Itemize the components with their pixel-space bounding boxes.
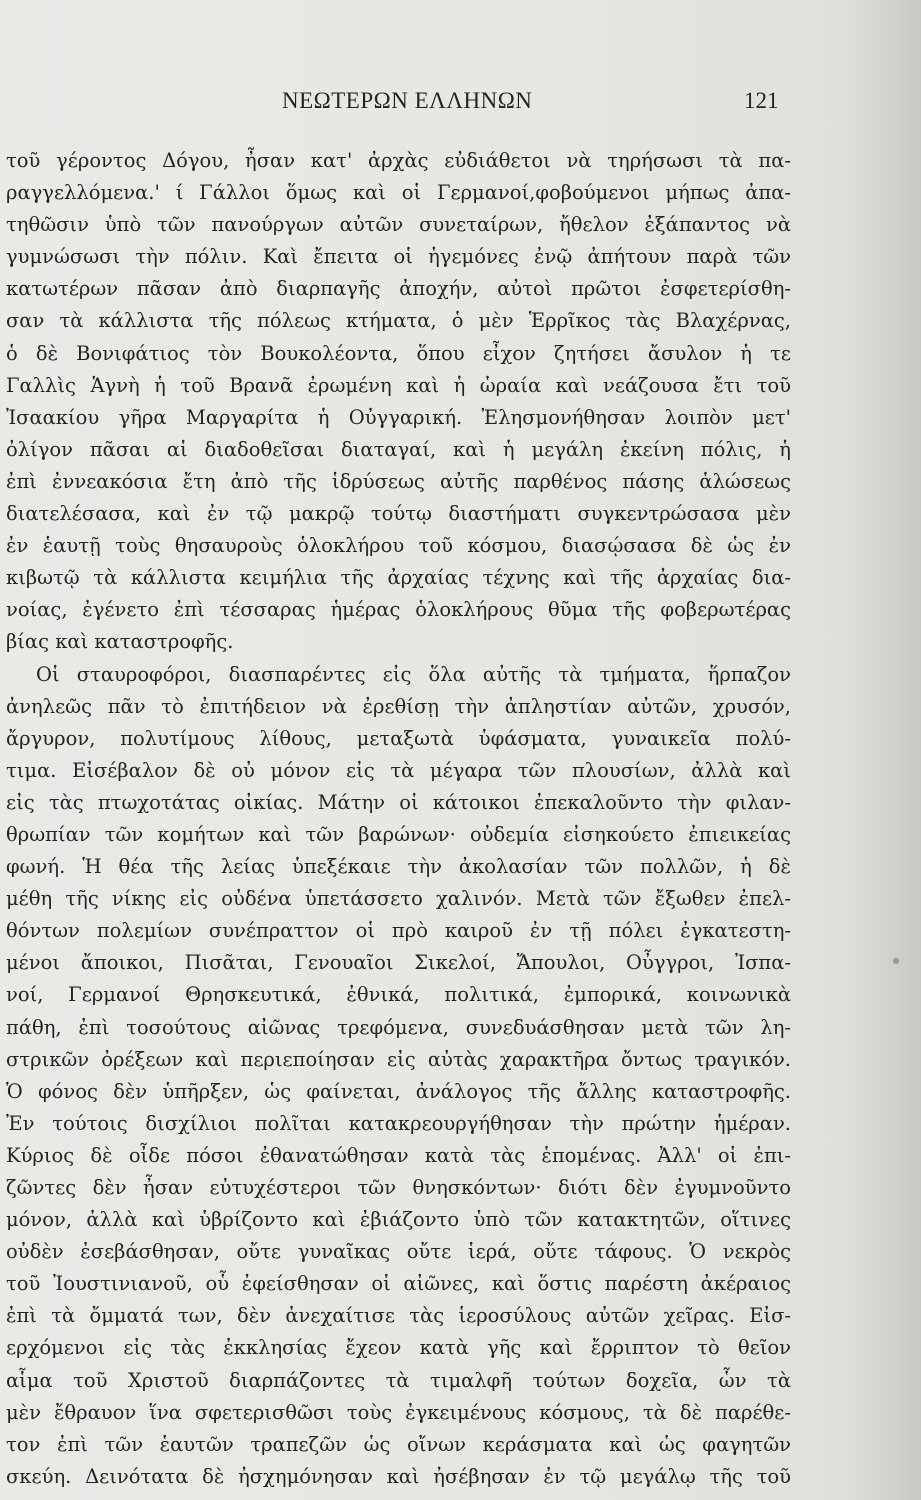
text-line: αἷμα τοῦ Χριστοῦ διαρπάζοντες τὰ τιμαλφῆ τούτων δοχεῖα, ὧν τὰ [6, 1368, 791, 1392]
running-title: ΝΕΩΤΕΡΩΝ ΕΛΛΗΝΩΝ [282, 88, 533, 113]
text-line: ἐπὶ τὰ ὄμματά των, δὲν ἀνεχαίτισε τὰς ἱεροσύλους αὐτῶν χεῖρας. Εἰσ- [6, 1304, 791, 1328]
text-line: σαν τὰ κάλλιστα τῆς πόλεως κτήματα, ὁ μὲν Ἑρρῖκος τὰς Βλαχέρνας, [6, 309, 791, 333]
text-line: σκεύη. Δεινότατα δὲ ἠσχημόνησαν καὶ ἠσέβησαν ἐν τῷ μεγάλῳ τῆς τοῦ [6, 1464, 791, 1488]
paragraph-end-line: βίας καὶ καταστροφῆς. [6, 630, 234, 654]
text-line: τηθῶσιν ὑπὸ τῶν πανούργων αὐτῶν συνεταίρων, ἤθελον ἐξάπαντος νὰ [6, 213, 791, 237]
text-line: θρωπίαν τῶν κομήτων καὶ τῶν βαρώνων· οὐδεμία εἰσηκούετο ἐπιεικείας [6, 822, 791, 846]
text-line: στρικῶν ὀρέξεων καὶ περιεποίησαν εἰς αὐτὰς χαρακτῆρα ὄντως τραγικόν. [6, 1047, 791, 1071]
text-line: εἰς τὰς πτωχοτάτας οἰκίας. Μάτην οἱ κάτοικοι ἐπεκαλοῦντο τὴν φιλαν- [6, 790, 791, 814]
text-line: ερχόμενοι εἰς τὰς ἐκκλησίας ἔχεον κατὰ γῆς καὶ ἔρριπτον τὸ θεῖον [6, 1336, 791, 1360]
text-line: Γαλλὶς Ἁγνὴ ἡ τοῦ Βρανᾶ ἐρωμένη καὶ ἡ ὡραία καὶ νεάζουσα ἔτι τοῦ [6, 373, 791, 397]
text-line: κιβωτῷ τὰ κάλλιστα κειμήλια τῆς ἀρχαίας τέχνης καὶ τῆς ἀρχαίας δια- [6, 566, 791, 590]
text-line: τοῦ Ἰουστινιανοῦ, οὗ ἐφείσθησαν οἱ αἰῶνες, καὶ ὅστις παρέστη ἀκέραιος [6, 1272, 791, 1296]
text-line: πάθη, ἐπὶ τοσούτους αἰῶνας τρεφόμενα, συνεδυάσθησαν μετὰ τῶν λη- [6, 1015, 791, 1039]
text-line: ἐπὶ ἐννεακόσια ἔτη ἀπὸ τῆς ἱδρύσεως αὐτῆς παρθένος πάσης ἁλώσεως [6, 469, 791, 493]
text-line: Κύριος δὲ οἶδε πόσοι ἐθανατώθησαν κατὰ τὰς ἑπομένας. Ἀλλ' οἱ ἐπι- [6, 1143, 791, 1167]
text-line: θόντων πολεμίων συνέπραττον οἱ πρὸ καιροῦ ἐν τῇ πόλει ἐγκατεστη- [6, 919, 791, 943]
text-line: μόνον, ἀλλὰ καὶ ὑβρίζοντο καὶ ἐβιάζοντο ὑπὸ τῶν κατακτητῶν, οἵτινες [6, 1208, 791, 1232]
text-line: μέθη τῆς νίκης εἰς οὐδένα ὑπετάσσετο χαλινόν. Μετὰ τῶν ἔξωθεν ἐπελ- [6, 887, 791, 911]
text-line: ἄργυρον, πολυτίμους λίθους, μεταξωτὰ ὑφάσματα, γυναικεῖα πολύ- [6, 726, 791, 750]
text-line: τιμα. Εἰσέβαλον δὲ οὐ μόνον εἰς τὰ μέγαρα τῶν πλουσίων, ἀλλὰ καὶ [6, 758, 791, 782]
text-line: ἀνηλεῶς πᾶν τὸ ἐπιτήδειον νὰ ἐρεθίσῃ τὴν ἀπληστίαν αὐτῶν, χρυσόν, [6, 694, 791, 718]
text-line: τοῦ γέροντος Δόγου, ἦσαν κατ' ἀρχὰς εὐδιάθετοι νὰ τηρήσωσι τὰ πα- [6, 149, 791, 172]
text-line: τον ἐπὶ τῶν ἑαυτῶν τραπεζῶν ὡς οἴνων κεράσματα καὶ ὡς φαγητῶν [6, 1432, 791, 1456]
text-line: ἐν ἑαυτῇ τοὺς θησαυροὺς ὁλοκλήρου τοῦ κόσμου, διασῴσασα δὲ ὡς ἐν [6, 534, 791, 558]
text-line: κατωτέρων πᾶσαν ἀπὸ διαρπαγῆς ἀποχήν, αὐτοὶ πρῶτοι ἐσφετερίσθη- [6, 277, 791, 301]
text-line: Ὁ φόνος δὲν ὑπῆρξεν, ὡς φαίνεται, ἀνάλογος τῆς ἄλλης καταστροφῆς. [6, 1079, 791, 1103]
text-line: οὐδὲν ἐσεβάσθησαν, οὔτε γυναῖκας οὔτε ἱερά, οὔτε τάφους. Ὁ νεκρὸς [6, 1240, 791, 1264]
text-line: μὲν ἔθραυον ἵνα σφετερισθῶσι τοὺς ἐγκειμένους κόσμους, τὰ δὲ παρέθε- [6, 1400, 791, 1424]
page-header [0, 88, 921, 128]
text-line: Ἐν τούτοις δισχίλιοι πολῖται κατακρεουργήθησαν τὴν πρώτην ἡμέραν. [6, 1111, 791, 1135]
text-line: ὀλίγον πᾶσαι αἱ διαδοθεῖσαι διαταγαί, καὶ ἡ μεγάλη ἐκείνη πόλις, ἡ [6, 437, 791, 461]
text-line: ζῶντες δὲν ἦσαν εὐτυχέστεροι τῶν θνησκόντων· διότι δὲν ἐγυμνοῦντο [6, 1176, 791, 1199]
page-number: 121 [744, 88, 779, 113]
text-line: φωνή. Ἡ θέα τῆς λείας ὑπεξέκαιε τὴν ἀκολασίαν τῶν πολλῶν, ἡ δὲ [6, 855, 791, 879]
body-text [6, 145, 791, 1493]
text-line: διατελέσασα, καὶ ἐν τῷ μακρῷ τούτῳ διαστήματι συγκεντρώσασα μὲν [6, 502, 791, 526]
text-line: νοίας, ἐγένετο ἐπὶ τέσσαρας ἡμέρας ὁλοκλήρους θῦμα τῆς φοβερωτέρας [6, 598, 791, 622]
paper-spot [893, 958, 899, 964]
text-line: νοί, Γερμανοί Θρησκευτικά, ἐθνικά, πολιτικά, ἐμπορικά, κοινωνικὰ [6, 983, 791, 1007]
text-line: ὁ δὲ Βονιφάτιος τὸν Βουκολέοντα, ὅπου εἶχον ζητήσει ἄσυλον ἡ τε [6, 341, 791, 365]
text-line: μένοι ἄποικοι, Πισᾶται, Γενουαῖοι Σικελοί, Ἄπουλοι, Οὖγγροι, Ἰσπα- [6, 951, 791, 975]
text-line: γυμνώσωσι τὴν πόλιν. Καὶ ἔπειτα οἱ ἡγεμόνες ἐνῷ ἀπήτουν παρὰ τῶν [6, 245, 791, 269]
paragraph-start-line: Οἱ σταυροφόροι, διασπαρέντες εἰς ὅλα αὐτῆς τὰ τμήματα, ἥρπαζον [36, 662, 791, 686]
text-line: Ἰσαακίου γῆρα Μαργαρίτα ἡ Οὐγγαρική. Ἐλησμονήθησαν λοιπὸν μετ' [6, 405, 791, 429]
text-line: ραγγελλόμενα.' ί Γάλλοι ὅμως καὶ οἱ Γερμανοί,φοβούμενοι μήπως ἀπα- [6, 181, 791, 205]
